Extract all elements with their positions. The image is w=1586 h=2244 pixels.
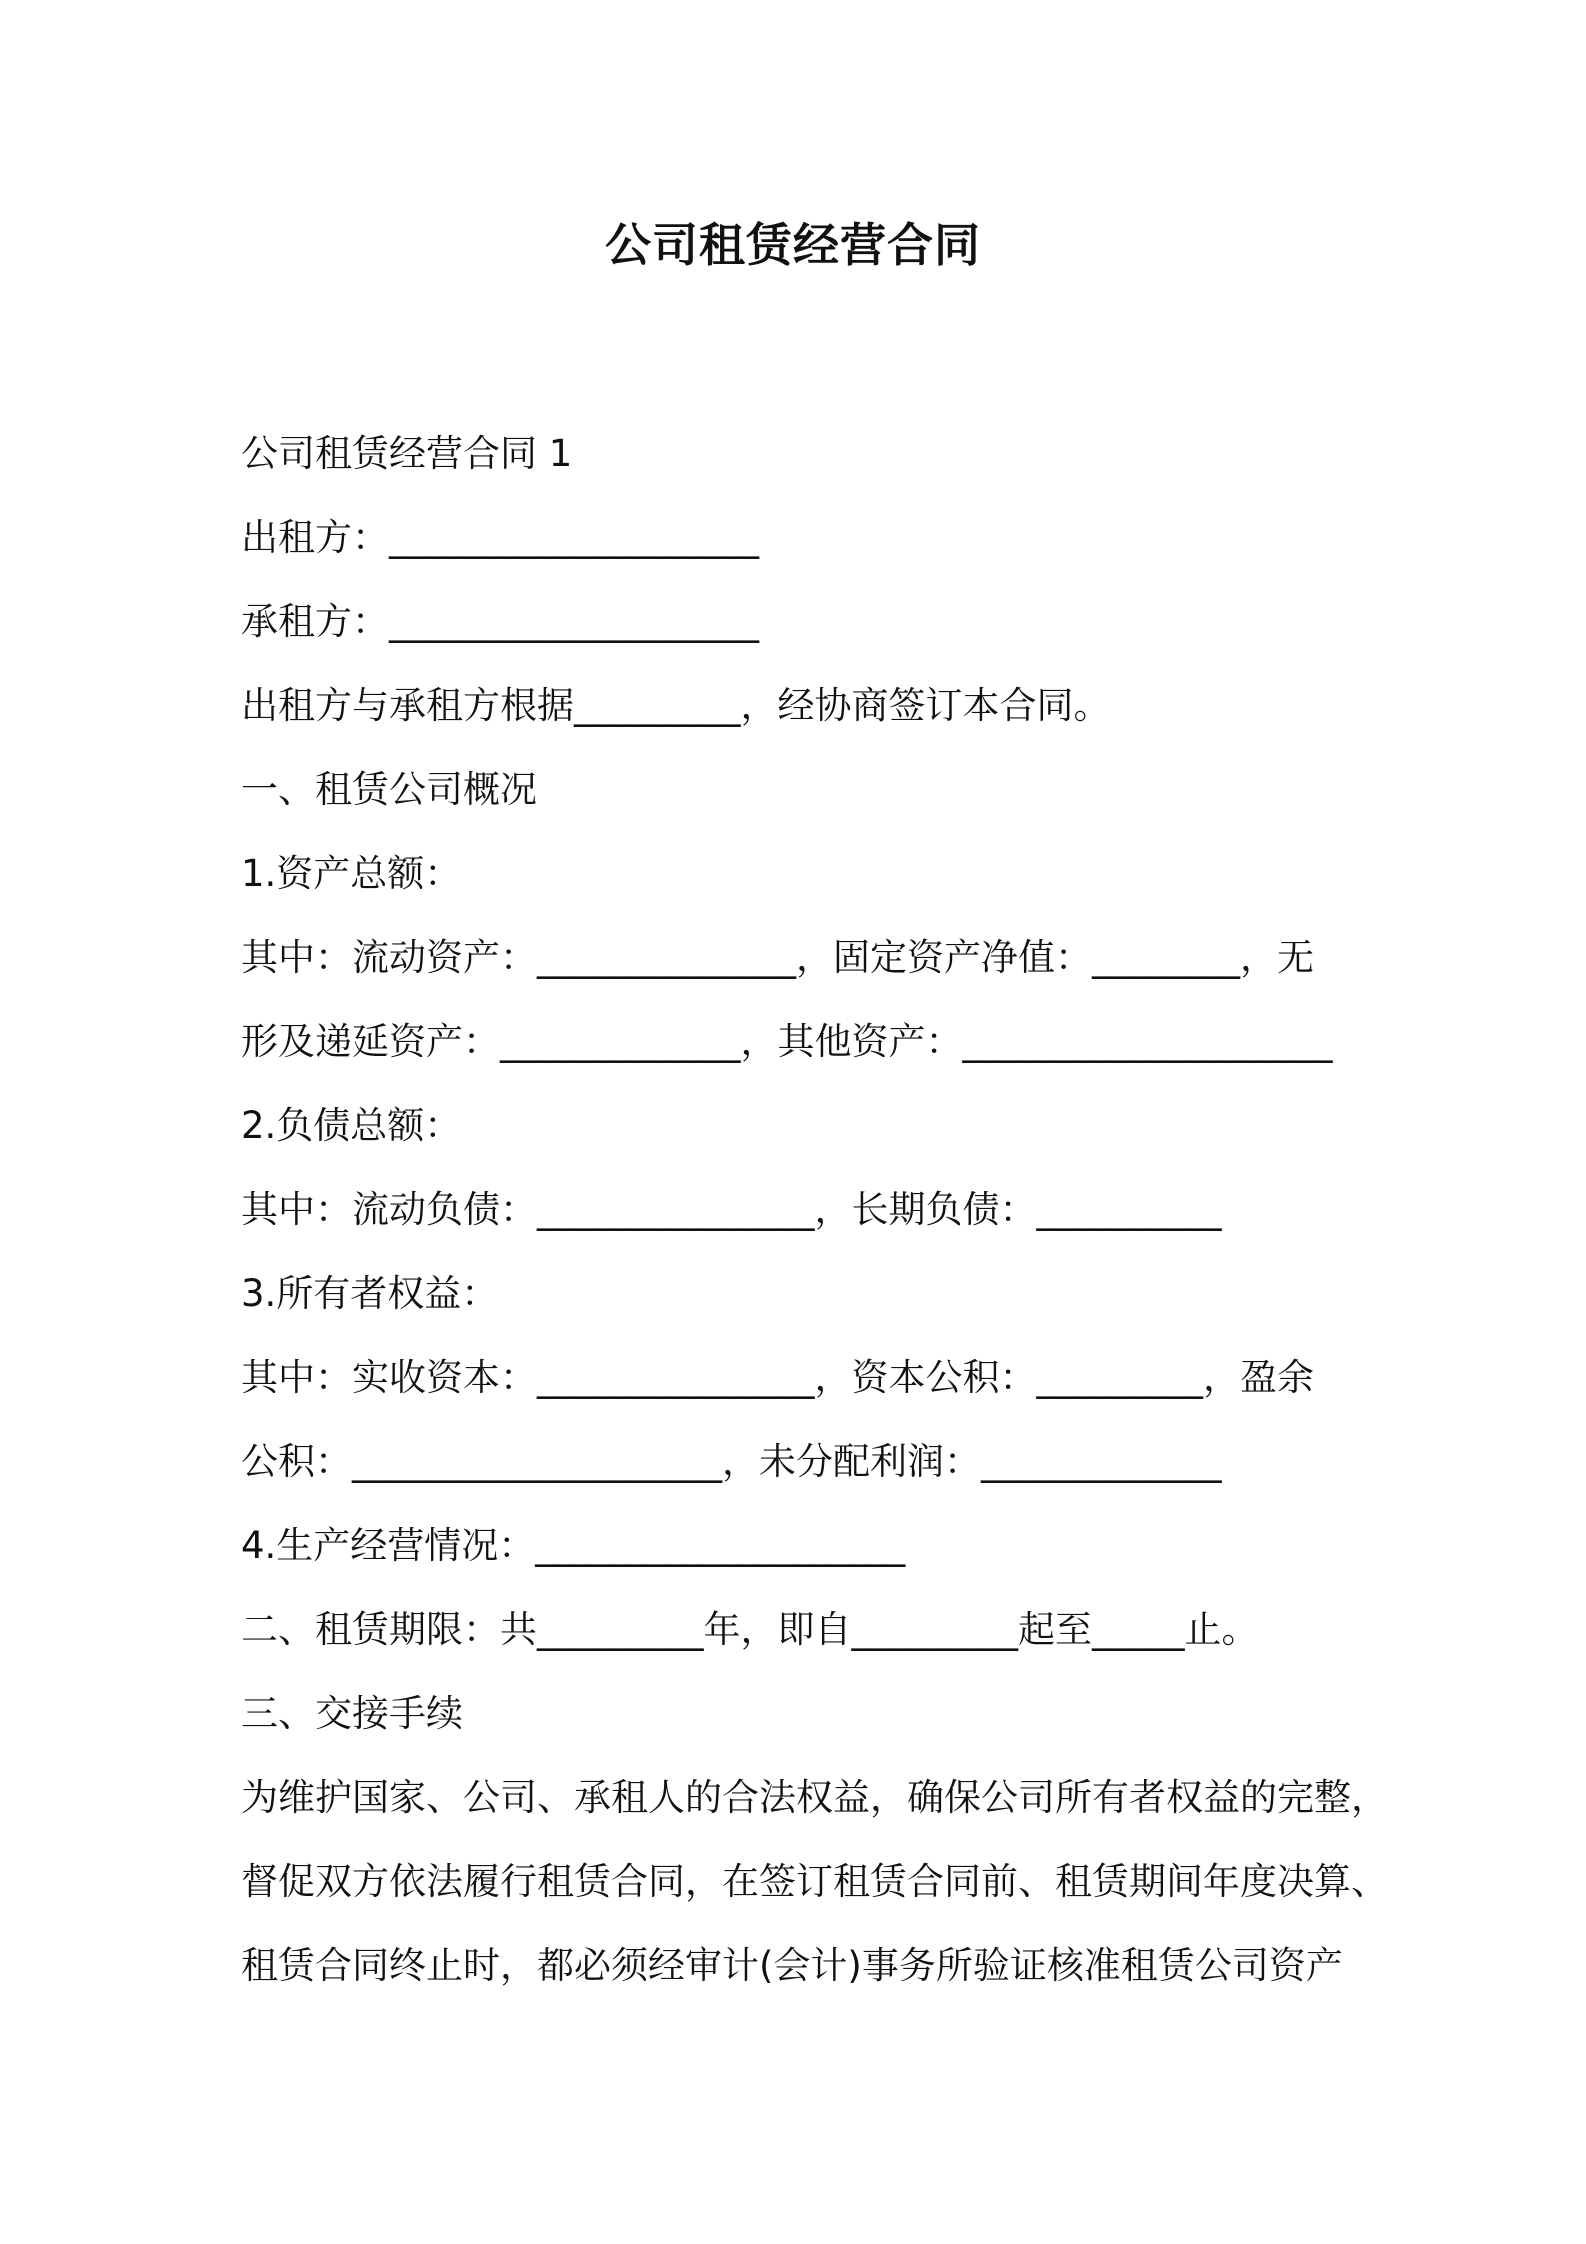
total-liabilities-heading: 2.负债总额： <box>241 1104 462 1147</box>
equity-line-2: 公积：____________________，未分配利润：_____________ <box>241 1440 1222 1483</box>
section-heading-overview: 一、租赁公司概况 <box>241 768 537 811</box>
lessor-line: 出租方：____________________ <box>241 516 759 559</box>
assets-line-1: 其中：流动资产：______________，固定资产净值：________，无 <box>241 936 1314 979</box>
paragraph-line-3: 租赁合同终止时，都必须经审计(会计)事务所验证核准租赁公司资产 <box>241 1944 1343 1987</box>
liabilities-line: 其中：流动负债：_______________，长期负债：__________ <box>241 1188 1222 1231</box>
section-heading-handover: 三、交接手续 <box>241 1692 463 1735</box>
contract-heading: 公司租赁经营合同 1 <box>241 432 573 475</box>
paragraph-line-1: 为维护国家、公司、承租人的合法权益，确保公司所有者权益的完整， <box>241 1776 1388 1819</box>
document-title: 公司租赁经营合同 <box>605 218 981 272</box>
operations-line: 4.生产经营情况：____________________ <box>241 1524 906 1567</box>
paragraph-line-2: 督促双方依法履行租赁合同，在签订租赁合同前、租赁期间年度决算、 <box>241 1860 1388 1903</box>
equity-line-1: 其中：实收资本：_______________，资本公积：_________，盈余 <box>241 1356 1314 1399</box>
section-heading-term: 二、租赁期限：共_________年，即自_________起至_____止。 <box>241 1608 1259 1651</box>
basis-line: 出租方与承租方根据_________，经协商签订本合同。 <box>241 684 1111 727</box>
assets-line-2: 形及递延资产：_____________，其他资产：____________________ <box>241 1020 1333 1063</box>
document-body <box>241 412 1388 2008</box>
total-assets-heading: 1.资产总额： <box>241 852 462 895</box>
equity-heading: 3.所有者权益： <box>241 1272 499 1315</box>
lessee-line: 承租方：____________________ <box>241 600 759 643</box>
